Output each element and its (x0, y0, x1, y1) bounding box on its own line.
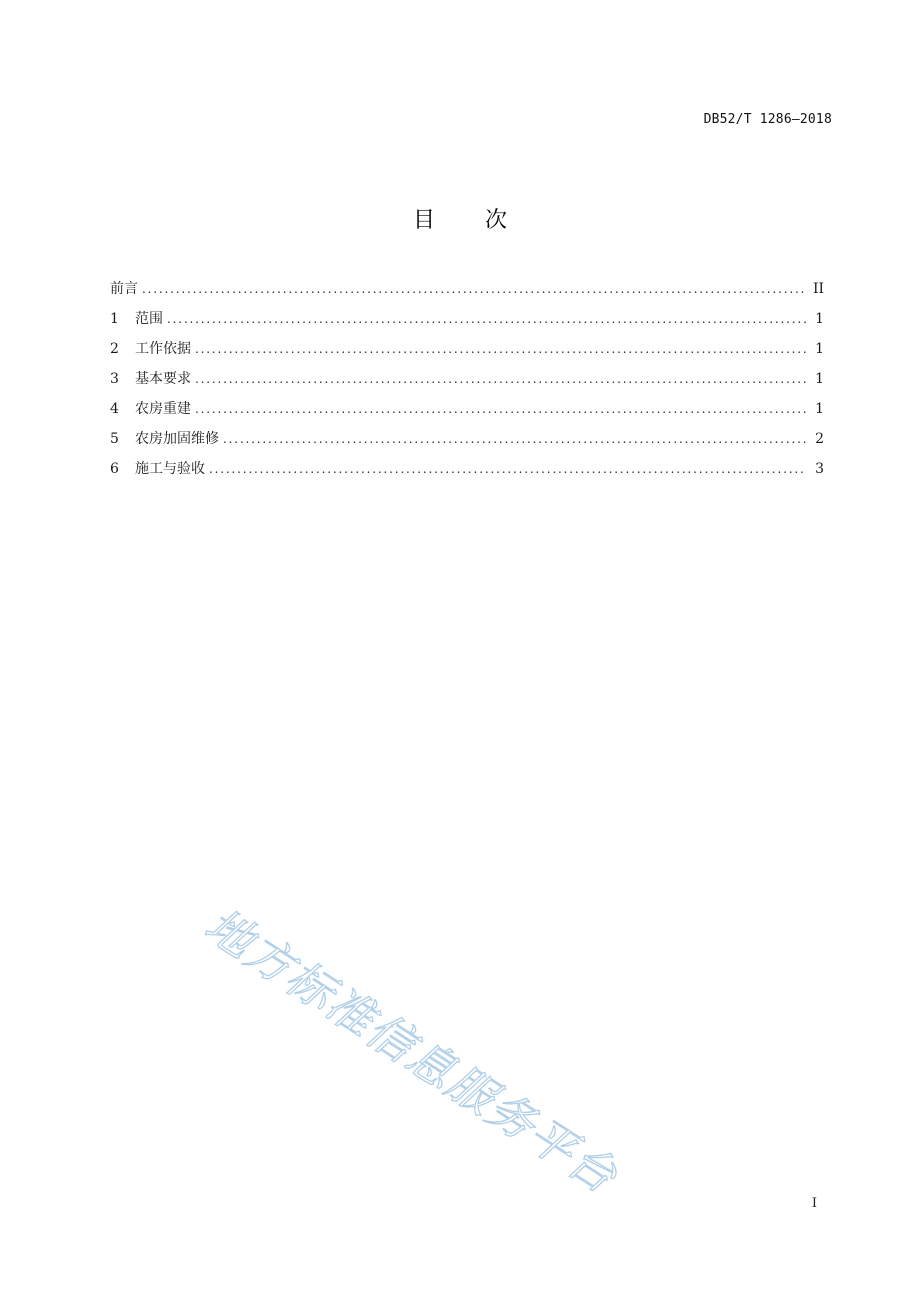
toc-entry-label: 施工与验收 (135, 461, 205, 477)
toc-entry-1[interactable] (110, 308, 824, 338)
toc-title (0, 203, 920, 234)
toc-entry-4[interactable] (110, 398, 824, 428)
toc-title-right: 次 (485, 208, 508, 233)
toc-entry-5[interactable] (110, 428, 824, 458)
toc-entry-page: II (812, 281, 824, 297)
toc-entry-label: 前言 (110, 281, 138, 297)
toc-entry-label: 农房加固维修 (135, 431, 219, 447)
standard-code: DB52/T 1286—2018 (703, 112, 832, 127)
toc-entry-3[interactable] (110, 368, 824, 398)
toc-entry-number: 6 (110, 461, 119, 477)
toc-entry-page: 2 (815, 431, 824, 447)
toc-entry-number: 4 (110, 401, 119, 417)
toc-entry-page: 1 (815, 311, 824, 327)
page-number: I (811, 1196, 817, 1211)
toc-leader-dots (209, 462, 806, 476)
toc-leader-dots (167, 312, 806, 326)
toc-entry-2[interactable] (110, 338, 824, 368)
toc-entry-page: 1 (815, 401, 824, 417)
watermark: 地方标准信息服务平台 (195, 897, 628, 1205)
toc-entry-6[interactable] (110, 458, 824, 488)
toc-list (110, 278, 824, 488)
toc-entry-label: 农房重建 (135, 401, 191, 417)
toc-entry-label: 基本要求 (135, 371, 191, 387)
toc-entry-foreword[interactable] (110, 278, 824, 308)
toc-entry-page: 1 (815, 341, 824, 357)
toc-leader-dots (195, 342, 806, 356)
toc-leader-dots (195, 372, 806, 386)
toc-entry-label: 工作依据 (135, 341, 191, 357)
toc-entry-number: 5 (110, 431, 119, 447)
toc-entry-page: 1 (815, 371, 824, 387)
toc-entry-page: 3 (815, 461, 824, 477)
toc-entry-label: 范围 (135, 311, 163, 327)
toc-entry-number: 3 (110, 371, 119, 387)
toc-leader-dots (142, 282, 806, 296)
toc-entry-number: 1 (110, 311, 119, 327)
toc-entry-number: 2 (110, 341, 119, 357)
toc-leader-dots (223, 432, 806, 446)
toc-leader-dots (195, 402, 806, 416)
toc-title-left: 目 (412, 208, 435, 233)
